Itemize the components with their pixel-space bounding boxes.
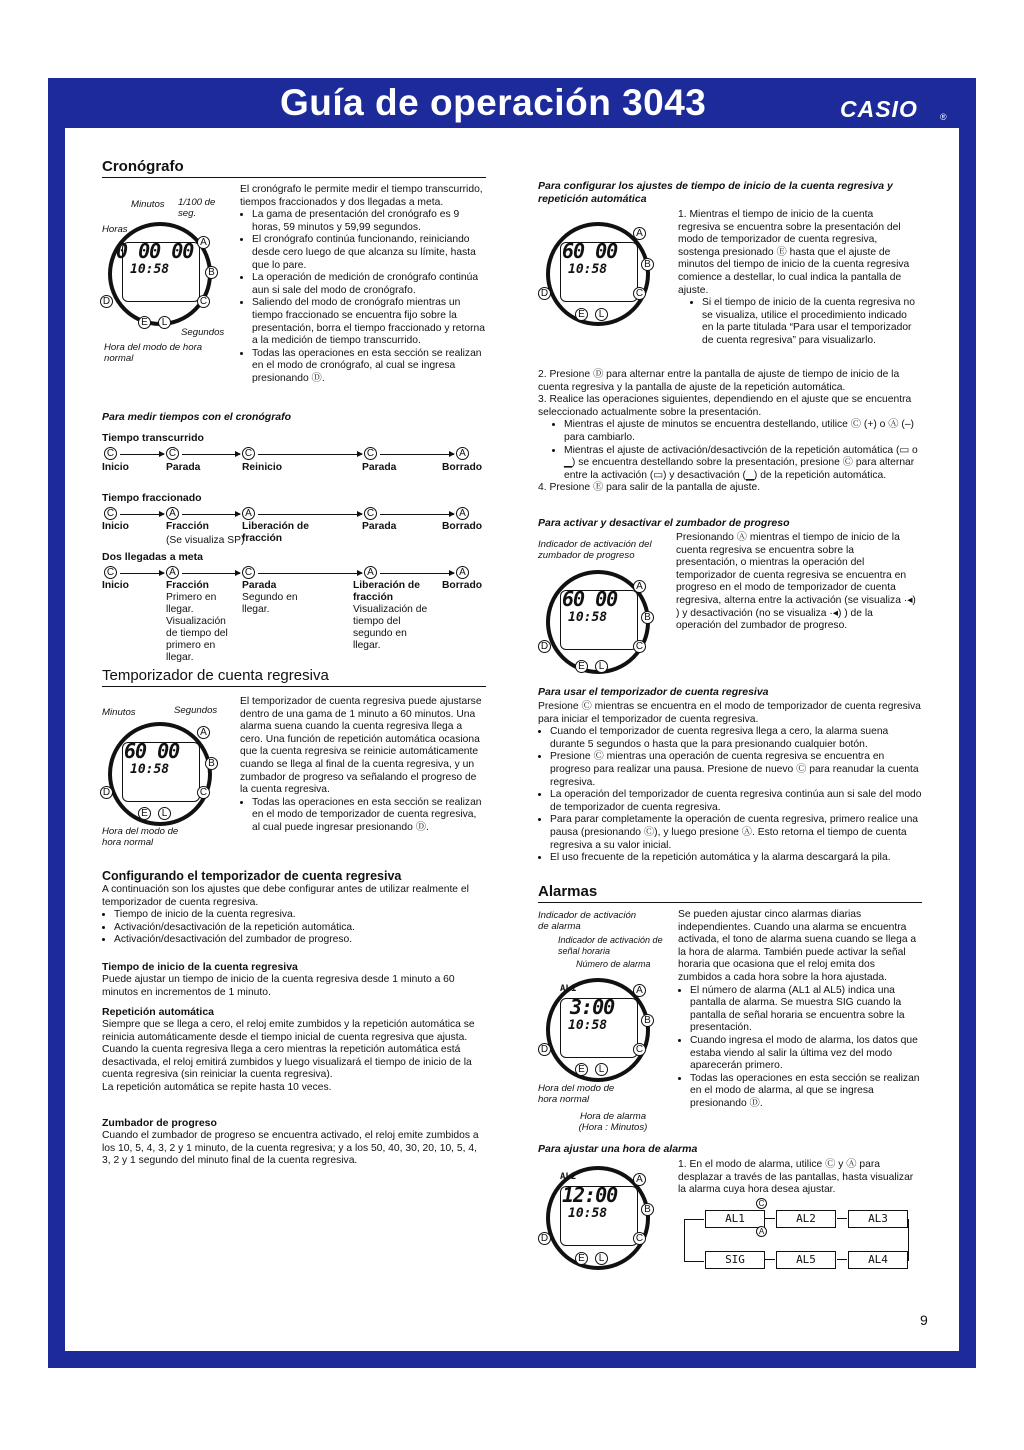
chrono-bullet: • La gama de presentación del cronógrafo es 9 horas, 59 minutos y 59,99 segundos.	[252, 209, 486, 234]
section-title-timer: Temporizador de cuenta regresiva	[102, 667, 329, 684]
flow-arrow	[258, 573, 362, 574]
flow-step: Reinicio	[242, 462, 283, 473]
config-bullet: • Tiempo de inicio de la cuenta regresiva.	[114, 909, 486, 922]
watch-time-display: 10:58	[130, 262, 170, 277]
button-a[interactable]: A	[197, 236, 210, 249]
divider	[102, 686, 486, 687]
step-bullet: • Si el tiempo de inicio de la cuenta regresiva no se visualiza, utilice el procedimiento indicado en la parte titulada “Para usar el temporizador de cuenta regresiva” para visualizarlo.	[702, 297, 918, 347]
button-b[interactable]: B	[205, 757, 218, 770]
watch-main-display: 0 00 00	[116, 239, 194, 263]
label-normal-time: Hora del modo de hora normal	[538, 1083, 615, 1105]
button-c[interactable]: C	[104, 507, 117, 520]
label-signal-indicator: Indicador de activación de señal horaria	[558, 935, 663, 956]
section-title-alarms: Alarmas	[538, 883, 598, 900]
button-a[interactable]: A	[166, 566, 179, 579]
button-c[interactable]: C	[104, 566, 117, 579]
flow-step: Liberación de fracción	[242, 521, 309, 544]
cycle-box: AL3	[848, 1210, 908, 1228]
button-d[interactable]: D	[100, 786, 113, 799]
watch-main-display: 12:00	[562, 1183, 618, 1207]
flow-step: Parada	[242, 580, 277, 591]
button-l[interactable]: L	[595, 660, 608, 673]
alarm-bullet: • Todas las operaciones en esta sección se realizan en el modo de alarma, al que se ingresa presionando Ⓓ.	[690, 1073, 920, 1111]
flow-arrow	[380, 573, 454, 574]
label-alarm-number: Número de alarma	[576, 959, 651, 969]
button-a[interactable]: A	[364, 566, 377, 579]
subheading-buzzer: Zumbador de progreso	[102, 1117, 217, 1129]
subheading-set-alarm: Para ajustar una hora de alarma	[538, 1143, 698, 1155]
chrono-description: El cronógrafo le permite medir el tiempo transcurrido, tiempos fraccionados y dos llegadas a meta. • La gama de presentación del cronógrafo es 9 horas, 59 minutos y 59,99 segundos. • El cronógrafo continúa funcionando, reiniciando desde cero luego de que alcanza su límite, hasta que lo pare. • La operación de medición de cronógrafo continúa aun si sale del modo de cronógrafo. • Saliendo del modo de cronógrafo mientras un tiempo fraccionado se encuentra fijo sobre la presentación, borra el tiempo fraccionado y retorna a la medición de tiempo transcurrido. • Todas las operaciones en esta sección se realizan en el modo de cronógrafo, al cual se ingresa presionando Ⓓ.	[240, 184, 486, 386]
watch-chrono	[108, 222, 212, 326]
button-a[interactable]: A	[166, 507, 179, 520]
button-e[interactable]: E	[138, 316, 151, 329]
subheading-configure-start: Para configurar los ajustes de tiempo de inicio de la cuenta regresiva y repetición automática	[538, 180, 893, 205]
watch-top-display: AL2	[560, 1172, 577, 1182]
flow-step: Parada	[166, 462, 201, 473]
subheading-progress: Para activar y desactivar el zumbador de progreso	[538, 517, 790, 529]
progress-text: Presionando Ⓐ mientras el tiempo de inicio de la cuenta regresiva se encuentra sobre la presentación, o mientras la operación del temporizador de cuenta regresiva se encuentra en progreso en el modo de temporizador de cuenta regresiva, alterna entre la activación (se visualiza ·◂) ) y desactivación (no se visualiza ·◂) ) de la operación del zumbador de progreso.	[676, 532, 916, 632]
flow-arrow	[120, 514, 164, 515]
use-bullet: • Presione Ⓒ mientras una operación de cuenta regresiva se encuentra en progreso para realizar una pausa. Presione de nuevo Ⓒ para reanudar la cuenta regresiva.	[550, 751, 922, 789]
flow-note: Visualización de tiempo del segundo en llegar.	[353, 604, 428, 651]
button-d[interactable]: D	[538, 287, 551, 300]
button-b[interactable]: B	[641, 1014, 654, 1027]
label-alarm-indicator: Indicador de activación de alarma	[538, 910, 637, 932]
use-bullet: • Para parar completamente la operación de cuenta regresiva, primero realice una pausa (presionando Ⓒ), y luego presione Ⓐ. Esto retorna el tiempo de cuenta regresiva a su valor inicial.	[550, 814, 922, 852]
cycle-box: AL4	[848, 1251, 908, 1269]
button-e[interactable]: E	[138, 807, 151, 820]
buzzer-text: Cuando el zumbador de progreso se encuentra activado, el reloj emite zumbidos a los 10, 5, 4, 3, 2 y 1 minuto, de la cuenta regresiva; y a los 50, 40, 30, 20, 10, 5, 4, 3, 2 y 1 segundo del minuto final de la cuenta regresiva.	[102, 1130, 479, 1167]
button-c[interactable]: C	[166, 447, 179, 460]
flow-step: Parada	[362, 462, 397, 473]
button-a[interactable]: A	[456, 566, 469, 579]
button-c[interactable]: C	[633, 640, 646, 653]
label-normal-time: Hora del modo de hora normal	[102, 826, 179, 848]
flow-note: Primero en llegar. Visualización de tiempo del primero en llegar.	[166, 592, 228, 663]
flow-step: Borrado	[442, 580, 483, 591]
button-c[interactable]: C	[197, 295, 210, 308]
button-e[interactable]: E	[575, 1252, 588, 1265]
use-bullet: • La operación del temporizador de cuenta regresiva continúa aun si sale del modo de temporizador de cuenta regresiva.	[550, 789, 922, 814]
flow-step: Fracción	[166, 521, 209, 532]
flow-arrow	[258, 514, 362, 515]
watch-time-display: 10:58	[568, 1206, 608, 1221]
use-bullet: • El uso frecuente de la repetición automática y la alarma descargará la pila.	[550, 852, 922, 865]
button-c[interactable]: C	[364, 447, 377, 460]
button-e[interactable]: E	[575, 308, 588, 321]
button-l[interactable]: L	[595, 1063, 608, 1076]
use-bullet: • Cuando el temporizador de cuenta regresiva llega a cero, la alarma suena durante 5 segundos o hasta que la para presionando cualquier botón.	[550, 726, 922, 751]
flow-step: Inicio	[102, 521, 129, 532]
button-a[interactable]: A	[633, 580, 646, 593]
button-c[interactable]: C	[242, 566, 255, 579]
label-hundredths: 1/100 de seg.	[178, 197, 216, 219]
button-l[interactable]: L	[158, 316, 171, 329]
button-d[interactable]: D	[538, 1232, 551, 1245]
button-e[interactable]: E	[575, 1063, 588, 1076]
chrono-bullet: • Todas las operaciones en esta sección se realizan en el modo de cronógrafo, al cual se ingresa presionando Ⓓ.	[252, 348, 486, 386]
button-c[interactable]: C	[242, 447, 255, 460]
button-c[interactable]: C	[197, 786, 210, 799]
label-seconds: Segundos	[174, 705, 218, 716]
timer-bullet: • Todas las operaciones en esta sección se realizan en el modo de temporizador de cuenta regresiva, al cual puede ingresar presionando Ⓓ.	[252, 797, 486, 835]
button-a[interactable]: A	[633, 1173, 646, 1186]
alarm-bullet: • Cuando ingresa el modo de alarma, los datos que estaba viendo al salir la última vez del modo aparecerán primero.	[690, 1035, 920, 1073]
button-c[interactable]: C	[104, 447, 117, 460]
flow-arrow	[258, 454, 362, 455]
watch-time-display: 10:58	[568, 610, 608, 625]
chrono-bullet: • El cronógrafo continúa funcionando, reiniciando desde cero luego de que alcanza su límite, hasta que lo pare.	[252, 234, 486, 272]
flow-arrow	[120, 573, 164, 574]
label-alarm-time: Hora de alarma (Hora : Minutos)	[578, 1111, 648, 1133]
button-a[interactable]: A	[756, 1226, 767, 1237]
flow-title-finish: Dos llegadas a meta	[102, 551, 203, 563]
button-c[interactable]: C	[633, 1043, 646, 1056]
button-c[interactable]: C	[633, 287, 646, 300]
flow-arrow	[120, 454, 164, 455]
button-b[interactable]: B	[205, 266, 218, 279]
flow-title-split: Tiempo fraccionado	[102, 492, 202, 504]
flow-step: Inicio	[102, 580, 129, 591]
subheading-repeat: Repetición automática	[102, 1006, 215, 1018]
timer-description: El temporizador de cuenta regresiva puede ajustarse dentro de una gama de 1 minuto a 60 minutos. Una alarma suena cuando la cuenta regresiva llega a cero. Una función de repetición automática ocasiona que la cuenta regresiva se reinicie automáticamente cuando se llega al final de la cuenta regresiva, y un zumbador de progreso va señalando el progreso de la cuenta regresiva. • Todas las operaciones en esta sección se realizan en el modo de temporizador de cuenta regresiva, al cual puede ingresar presionando Ⓓ.	[240, 696, 486, 835]
subheading-config: Configurando el temporizador de cuenta regresiva	[102, 869, 402, 883]
flow-step: Borrado	[442, 521, 483, 532]
flow-note: (Se visualiza SP)	[166, 535, 245, 546]
divider	[538, 902, 922, 903]
flow-arrow	[380, 514, 454, 515]
config-bullet: • Activación/desactivación de la repetición automática.	[114, 922, 486, 935]
button-b[interactable]: B	[641, 611, 654, 624]
button-b[interactable]: B	[641, 258, 654, 271]
label-seconds: Segundos	[181, 327, 225, 338]
button-l[interactable]: L	[595, 1252, 608, 1265]
button-e[interactable]: E	[575, 660, 588, 673]
flow-arrow	[182, 573, 240, 574]
cycle-box: SIG	[705, 1251, 765, 1269]
watch-time-display: 10:58	[568, 1018, 608, 1033]
subheading-use-timer: Para usar el temporizador de cuenta regresiva	[538, 686, 769, 698]
page-number: 9	[920, 1312, 928, 1328]
flow-step: Fracción	[166, 580, 209, 591]
label-normal-time: Hora del modo de hora normal	[104, 342, 203, 364]
label-progress-indicator: Indicador de activación del zumbador de progreso	[538, 539, 652, 561]
config-step-1: 1. Mientras el tiempo de inicio de la cuenta regresiva se encuentra sobre la presentación del modo de temporizador de cuenta regresiva, sostenga presionado Ⓔ hasta que el ajuste de minutos del tiempo de inicio de la cuenta regresiva comience a destellar, lo cual indica la pantalla de ajuste. • Si el tiempo de inicio de la cuenta regresiva no se visualiza, utilice el procedimiento indicado en la parte titulada “Para usar el temporizador de cuenta regresiva” para visualizarlo.	[678, 209, 918, 348]
step-bullet: • Mientras el ajuste de minutos se encuentra destellando, utilice Ⓒ (+) o Ⓐ (–) para cambiarlo.	[564, 419, 918, 444]
button-d[interactable]: D	[538, 1043, 551, 1056]
alarm-bullet: • El número de alarma (AL1 al AL5) indica una pantalla de alarma. Se muestra SIG cuando la pantalla de señal horaria se encuentra sobre la presentación.	[690, 985, 920, 1035]
watch-main-display: 60 00	[562, 239, 618, 263]
start-text: Puede ajustar un tiempo de inicio de la cuenta regresiva desde 1 minuto a 60 minutos en incrementos de 1 minuto.	[102, 974, 455, 998]
watch-time-display: 10:58	[130, 762, 170, 777]
cycle-box: AL1	[705, 1210, 765, 1228]
repeat-text: Siempre que se llega a cero, el reloj emite zumbidos y la repetición automática se reinicia automáticamente desde el tiempo inicial de cuenta regresiva que ajusta. Cuando la cuenta regresiva llega a cero mientras la repetición automática está desactivada, el reloj emitirá zumbidos y luego visualizará el tiempo de inicio de la cuenta regresiva (sin reiniciar la cuenta regresiva). La repetición automática se repite hasta 10 veces.	[102, 1019, 475, 1093]
alarm-description: Se pueden ajustar cinco alarmas diarias independientes. Cuando una alarma se encuentra activada, el tono de alarma suena cuando se llega a la hora de alarma. También puede activar la señal horaria que ocasiona que el reloj emita dos zumbidos a cada hora sobre la hora ajustada. • El número de alarma (AL1 al AL5) indica una pantalla de alarma. Se muestra SIG cuando la pantalla de señal horaria se encuentra sobre la presentación. • Cuando ingresa el modo de alarma, los datos que estaba viendo al salir la última vez del modo aparecerán primero. • Todas las operaciones en esta sección se realizan en el modo de alarma, al que se ingresa presionando Ⓓ.	[678, 909, 920, 1111]
subheading-start: Tiempo de inicio de la cuenta regresiva	[102, 961, 298, 973]
set-alarm-step: 1. En el modo de alarma, utilice Ⓒ y Ⓐ para desplazar a través de las pantallas, hasta visualizar la alarma cuya hora desea ajustar.	[678, 1159, 914, 1196]
page-title: Guía de operación 3043	[280, 82, 707, 123]
use-timer-text: Presione Ⓒ mientras se encuentra en el modo de temporizador de cuenta regresiva para iniciar el temporizador de cuenta regresiva. • Cuando el temporizador de cuenta regresiva llega a cero, la alarma suena durante 5 segundos o hasta que la para presionando cualquier botón. • Presione Ⓒ mientras una operación de cuenta regresiva se encuentra en progreso para realizar una pausa. Presione de nuevo Ⓒ para reanudar la cuenta regresiva. • La operación del temporizador de cuenta regresiva continúa aun si sale del modo de temporizador de cuenta regresiva. • Para parar completamente la operación de cuenta regresiva, primero realice una pausa (presionando Ⓒ), y luego presione Ⓐ. Esto retorna el tiempo de cuenta regresiva a su valor inicial. • El uso frecuente de la repetición automática y la alarma descargará la pila.	[538, 701, 922, 865]
button-d[interactable]: D	[100, 295, 113, 308]
watch-top-display: AL1	[560, 984, 577, 994]
label-minutes: Minutos	[102, 707, 136, 718]
button-a[interactable]: A	[456, 447, 469, 460]
chrono-bullet: • La operación de medición de cronógrafo continúa aun si sale del modo de cronógrafo.	[252, 272, 486, 297]
button-a[interactable]: A	[242, 507, 255, 520]
button-d[interactable]: D	[538, 640, 551, 653]
config-steps: 2. Presione Ⓓ para alternar entre la pantalla de ajuste de tiempo de inicio de la cuenta regresiva y la pantalla de ajuste de la repetición automática. 3. Realice las operaciones siguientes, dependiendo en el ajuste que se encuentra seleccionado actualmente sobre la presentación. • Mientras el ajuste de minutos se encuentra destellando, utilice Ⓒ (+) o Ⓐ (–) para cambiarlo. • Mientras el ajuste de activación/desactivción de la repetición automática (▭ o ▁) se encuentra destellando sobre la presentación, presione Ⓒ para alternar entre la activación (▭) y desactivación (▁) de la repetición automática. 4. Presione Ⓔ para salir de la pantalla de ajuste.	[538, 369, 918, 495]
button-a[interactable]: A	[197, 726, 210, 739]
flow-title-elapsed: Tiempo transcurrido	[102, 432, 204, 444]
flow-step: Parada	[362, 521, 397, 532]
label-hours: Horas	[102, 224, 128, 235]
casio-logo: CASIO	[840, 96, 918, 122]
watch-main-display: 60 00	[562, 587, 618, 611]
watch-main-display: 3:00	[570, 995, 615, 1019]
subheading-measure: Para medir tiempos con el cronógrafo	[102, 411, 292, 423]
flow-step: Liberación de fracción	[353, 580, 420, 603]
watch-main-display: 60 00	[124, 739, 180, 763]
flow-arrow	[182, 454, 240, 455]
chrono-bullet: • Saliendo del modo de cronógrafo mientras un tiempo fraccionado se encuentra fijo sobre la presentación, borra el tiempo fraccionado y retorna a la medición de tiempo transcurrido.	[252, 297, 486, 347]
cycle-box: AL2	[776, 1210, 836, 1228]
step-bullet: • Mientras el ajuste de activación/desactivción de la repetición automática (▭ o ▁) se encuentra destellando sobre la presentación, presione Ⓒ para alternar entre la activación (▭) y desactivación (▁) de la repetición automática.	[564, 445, 918, 483]
watch-time-display: 10:58	[568, 262, 608, 277]
button-a[interactable]: A	[456, 507, 469, 520]
flow-note: Segundo en llegar.	[242, 592, 298, 615]
registered-mark: ®	[940, 112, 947, 122]
button-l[interactable]: L	[595, 308, 608, 321]
button-c[interactable]: C	[364, 507, 377, 520]
label-minutes: Minutos	[131, 199, 165, 210]
button-a[interactable]: A	[633, 984, 646, 997]
cycle-box: AL5	[776, 1251, 836, 1269]
section-title-chrono: Cronógrafo	[102, 158, 184, 175]
button-c[interactable]: C	[756, 1198, 767, 1209]
button-c[interactable]: C	[633, 1232, 646, 1245]
divider	[102, 177, 486, 178]
config-text: A continuación son los ajustes que debe configurar antes de utilizar realmente el temporizador de cuenta regresiva. • Tiempo de inicio de la cuenta regresiva. • Activación/desactivación de la repetición automática. • Activación/desactivación del zumbador de progreso.	[102, 884, 486, 947]
flow-step: Inicio	[102, 462, 129, 473]
button-b[interactable]: B	[641, 1203, 654, 1216]
flow-arrow	[380, 454, 454, 455]
flow-step: Borrado	[442, 462, 483, 473]
button-l[interactable]: L	[158, 807, 171, 820]
flow-arrow	[182, 514, 240, 515]
config-bullet: • Activación/desactivación del zumbador de progreso.	[114, 934, 486, 947]
button-a[interactable]: A	[633, 227, 646, 240]
